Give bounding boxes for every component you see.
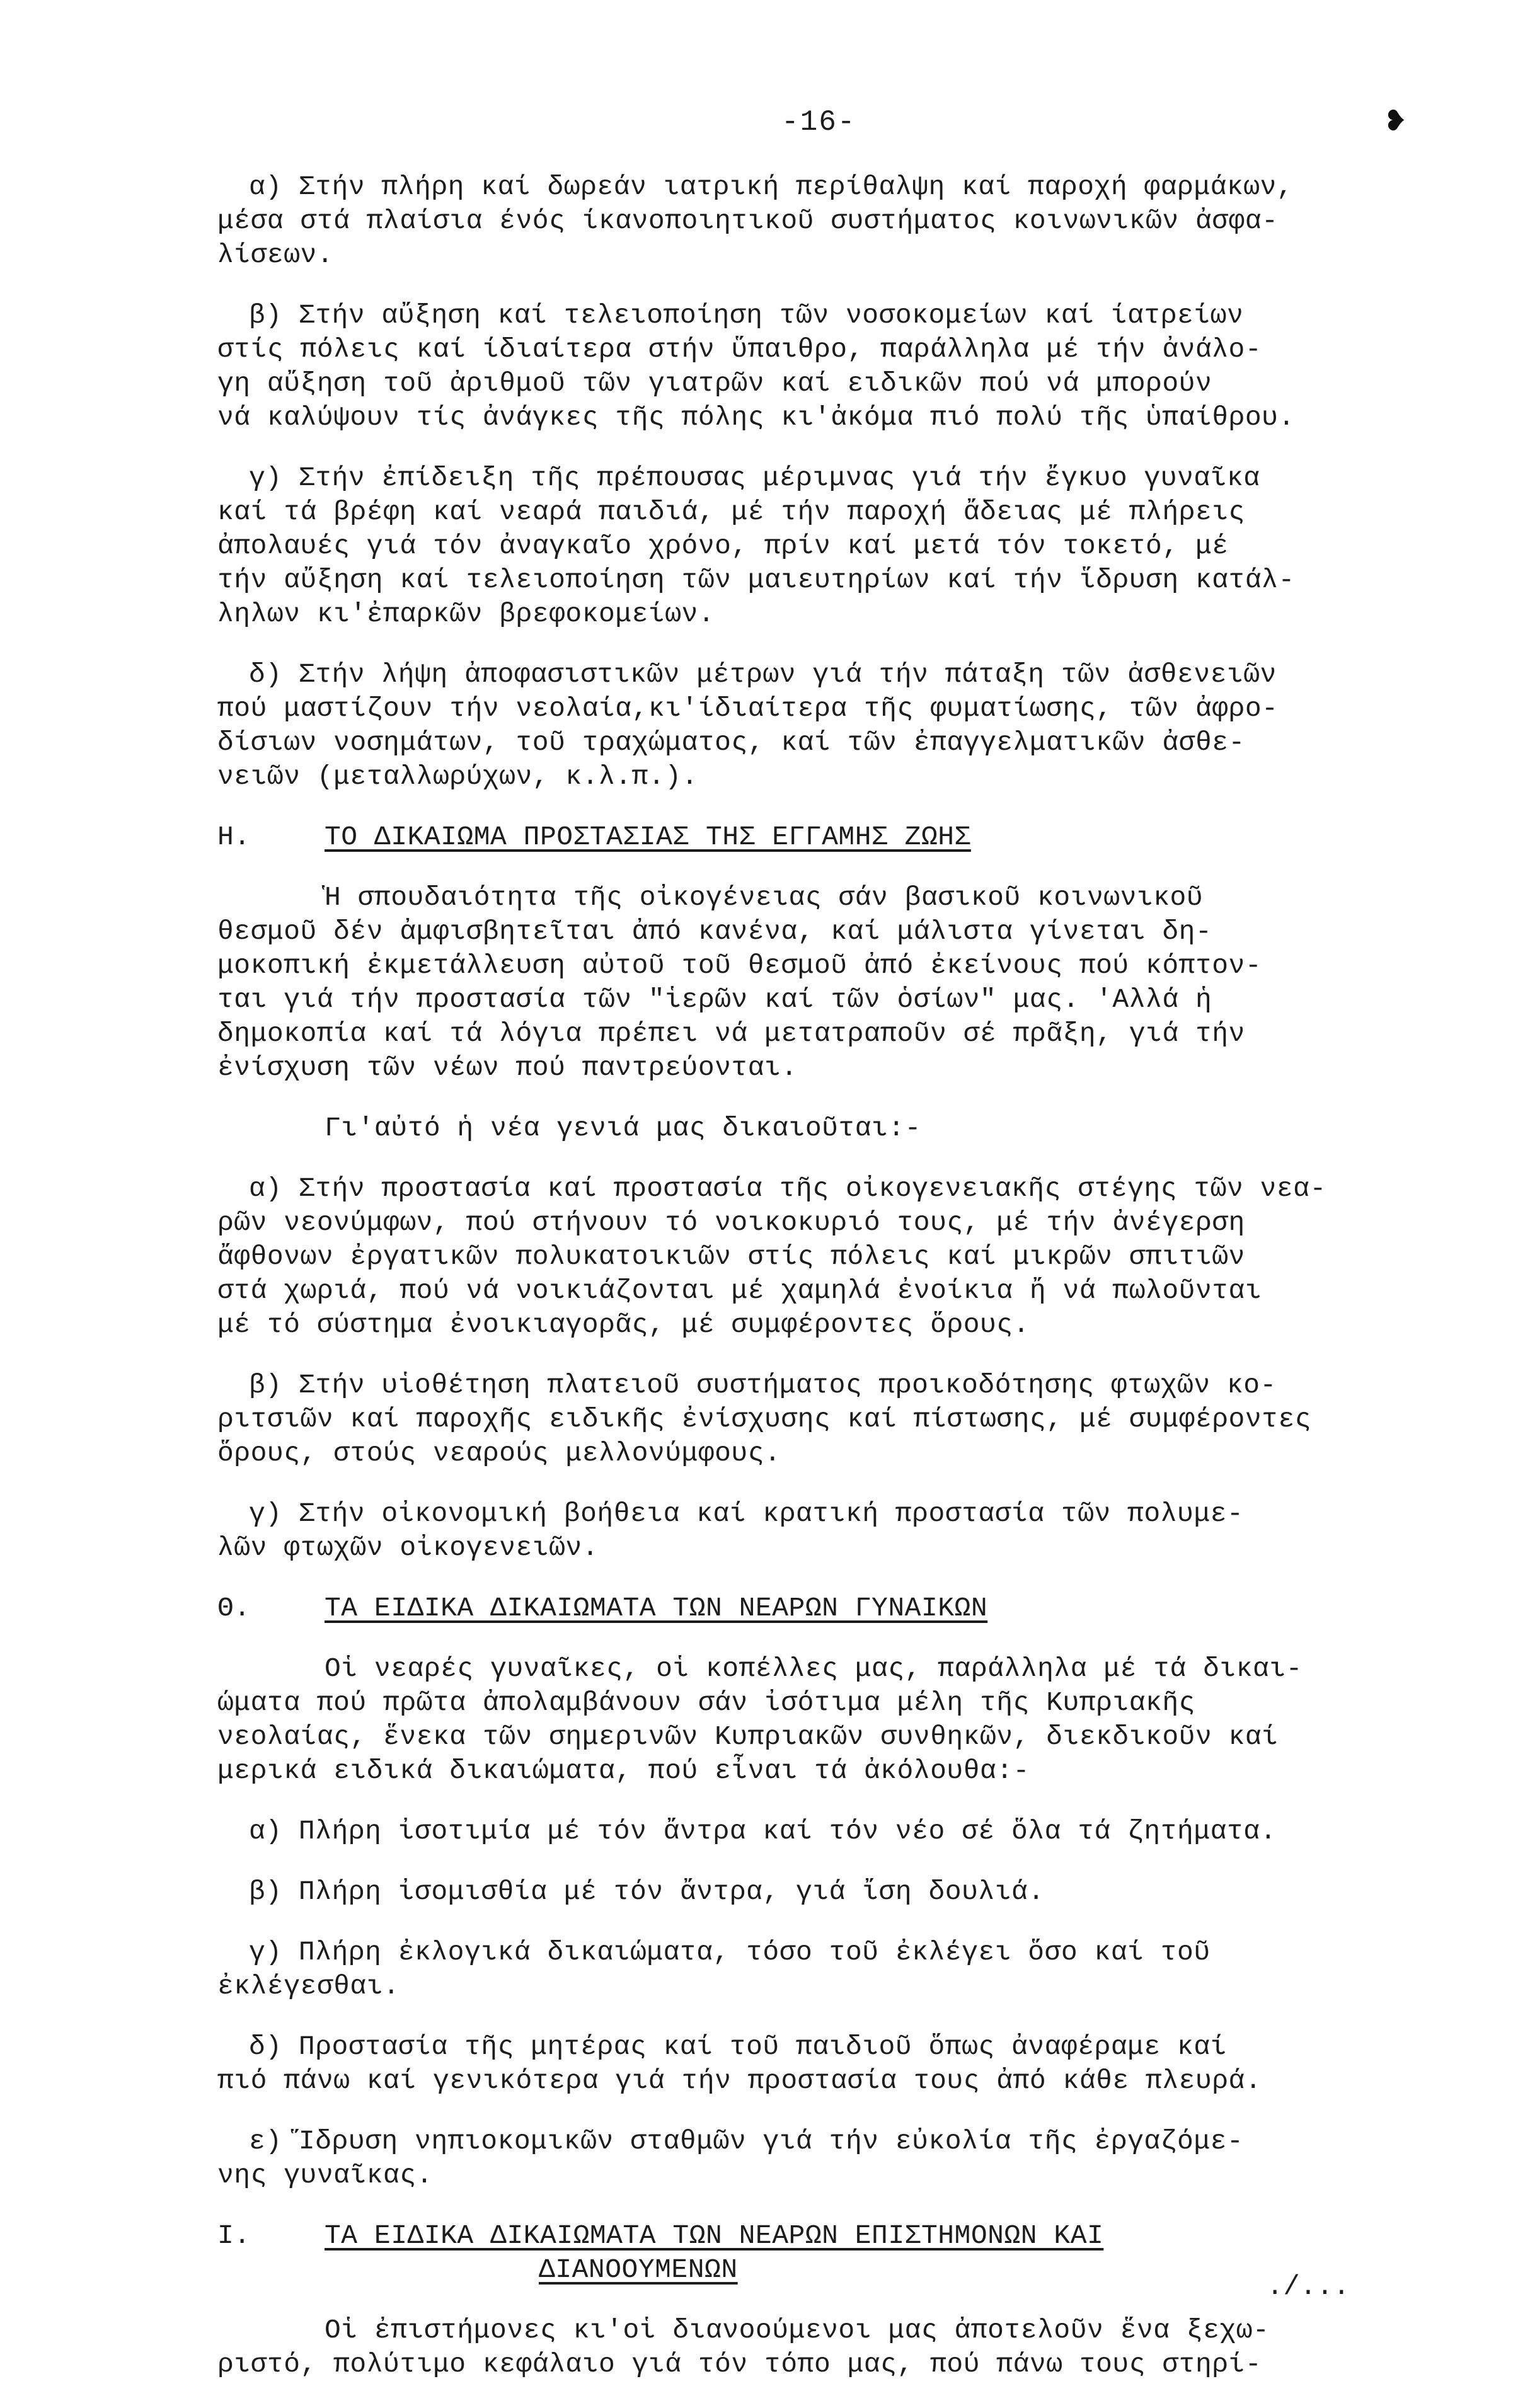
text-line: β) Στήν αὔξηση καί τελειοποίηση τῶν νοσοκομείων καί ίατρείων (249, 300, 1244, 331)
section-title-continued: ΔΙΑΝΟΟΥΜΕΝΩΝ (539, 2254, 738, 2285)
text-line: ἐκλέγεσθαι. (217, 1971, 400, 2002)
text-line: ώματα πού πρῶτα ἀπολαμβάνουν σάν ἰσότιμα μέλη τῆς Κυπριακῆς (217, 1687, 1195, 1718)
text-line: δίσιων νοσημάτων, τοῦ τραχώματος, καί τῶν ἐπαγγελματικῶν ἀσθε- (217, 727, 1245, 758)
section-title: ΤΟ ΔΙΚΑΙΩΜΑ ΠΡΟΣΤΑΣΙΑΣ ΤΗΣ ΕΓΓΑΜΗΣ ΖΩΗΣ (325, 822, 971, 852)
list-item (217, 1875, 1475, 1909)
section-number: Ι. (217, 2220, 251, 2251)
text-line: ται γιά τήν προστασία τῶν "ἱερῶν καί τῶν ὁσίων" μας. 'Αλλά ἡ (217, 984, 1212, 1015)
text-line: α) Στήν πλήρη καί δωρεάν ιατρική περίθαλψη καί παροχή φαρμάκων, (249, 171, 1294, 202)
text-line: λίσεων. (217, 239, 334, 270)
section-title: ΤΑ ΕΙΔΙΚΑ ΔΙΚΑΙΩΜΑΤΑ ΤΩΝ ΝΕΑΡΩΝ ΓΥΝΑΙΚΩΝ (325, 1593, 988, 1624)
section-items (217, 1815, 1475, 2193)
text-line: μέσα στά πλαίσια ένός ίκανοποιητικοῦ συστήματος κοινωνικῶν ἀσφα- (217, 205, 1279, 236)
list-item (217, 1497, 1475, 1565)
text-line: νά καλύψουν τίς ἀνάγκες τῆς πόλης κι'ἀκόμα πιό πολύ τῆς ὑπαίθρου. (217, 402, 1295, 433)
text-line: α) Στήν προστασία καί προστασία τῆς οἰκογενειακῆς στέγης τῶν νεα- (249, 1173, 1326, 1204)
list-item (217, 1368, 1475, 1471)
section-title: ΤΑ ΕΙΔΙΚΑ ΔΙΚΑΙΩΜΑΤΑ ΤΩΝ ΝΕΑΡΩΝ ΕΠΙΣΤΗΜΟΝΩΝ ΚΑΙ (325, 2220, 1104, 2251)
text-line: λῶν φτωχῶν οἰκογενειῶν. (217, 1532, 599, 1563)
list-item (217, 2124, 1475, 2193)
text-line: α) Πλήρη ἰσοτιμία μέ τόν ἄντρα καί τόν νέο σέ ὅλα τά ζητήματα. (249, 1816, 1277, 1847)
text-line: γ) Στήν ἐπίδειξη τῆς πρέπουσας μέριμνας γιά τήν ἔγκυο γυναῖκα (249, 462, 1260, 493)
text-line: γ) Πλήρη ἐκλογικά δικαιώματα, τόσο τοῦ ἐκλέγει ὅσο καί τοῦ (249, 1937, 1211, 1968)
text-line: στά χωριά, πού νά νοικιάζονται μέ χαμηλά ἐνοίκια ἤ νά πωλοῦνται (217, 1275, 1262, 1306)
corner-mark: ❥ (1386, 103, 1406, 140)
text-line: ὅρους, στούς νεαρούς μελλονύμφους. (217, 1438, 781, 1469)
text-line: δ) Προστασία τῆς μητέρας καί τοῦ παιδιοῦ ὅπως ἀναφέραμε καί (249, 2031, 1227, 2062)
page-number: -16- (781, 106, 856, 139)
text-line: νης γυναῖκας. (217, 2160, 433, 2191)
text-line: δημοκοπία καί τά λόγια πρέπει νά μετατραποῦν σέ πρᾶξη, γιά τήν (217, 1018, 1245, 1049)
list-item (217, 1815, 1475, 1849)
text-line: πού μαστίζουν τήν νεολαία,κι'ίδιαίτερα τῆς φυματίωσης, τῶν ἀφρο- (217, 693, 1279, 724)
text-line: Οἱ νεαρές γυναῖκες, οἱ κοπέλλες μας, παράλληλα μέ τά δικαι- (325, 1653, 1303, 1684)
text-line: στίς πόλεις καί ίδιαίτερα στήν ὕπαιθρο, παράλληλα μέ τήν ἀνάλο- (217, 334, 1262, 365)
section-lead (217, 1111, 1475, 1145)
text-line: πιό πάνω καί γενικότερα γιά τήν προστασία τους ἀπό κάθε πλευρά. (217, 2065, 1262, 2096)
text-line: ριστό, πολύτιμο κεφάλαιο γιά τόν τόπο μας, πού πάνω τους στηρί- (217, 2349, 1262, 2380)
text-line: ἄφθονων ἐργατικῶν πολυκατοικιῶν στίς πόλεις καί μικρῶν σπιτιῶν (217, 1241, 1245, 1272)
text-line: Ἡ σπουδαιότητα τῆς οἰκογένειας σάν βασικοῦ κοινωνικοῦ (325, 882, 1204, 913)
text-line: ἀπολαυές γιά τόν ἀναγκαῖο χρόνο, πρίν καί μετά τόν τοκετό, μέ (217, 530, 1229, 561)
section-number: Θ. (217, 1593, 251, 1624)
text-line: γη αὔξηση τοῦ ἀριθμοῦ τῶν γιατρῶν καί ειδικῶν πού νά μπορούν (217, 368, 1212, 399)
text-line: νειῶν (μεταλλωρύχων, κ.λ.π.). (217, 761, 698, 792)
text-line: Οἱ ἐπιστήμονες κι'οἱ διανοούμενοι μας ἀποτελοῦν ἕνα ξεχω- (325, 2315, 1270, 2346)
text-line: β) Στήν υἱοθέτηση πλατειοῦ συστήματος προικοδότησης φτωχῶν κο- (249, 1370, 1277, 1401)
text-line: νεολαίας, ἕνεκα τῶν σημερινῶν Κυπριακῶν συνθηκῶν, διεκδικοῦν καί (217, 1721, 1279, 1752)
text-line: ἐνίσχυση τῶν νέων πού παντρεύονται. (217, 1052, 798, 1083)
text-line: ρῶν νεονύμφων, πού στήνουν τό νοικοκυριό τους, μέ τήν ἀνέγερση (217, 1207, 1245, 1238)
text-line: τήν αὔξηση καί τελειοποίηση τῶν μαιευτηρίων καί τήν ἵδρυση κατάλ- (217, 565, 1295, 595)
text-line: μέ τό σύστημα ἐνοικιαγορᾶς, μέ συμφέροντες ὅρους. (217, 1309, 1030, 1340)
list-item (217, 2030, 1475, 2098)
section-items (217, 1172, 1475, 1565)
text-line: ε) Ἵδρυση νηπιοκομικῶν σταθμῶν γιά τήν εὐκολία τῆς ἐργαζόμε- (249, 2126, 1244, 2157)
section-heading-th (217, 1591, 1475, 1625)
section-intro (217, 881, 1475, 1085)
text-line: β) Πλήρη ἰσομισθία μέ τόν ἄντρα, γιά ἴση δουλιά. (249, 1876, 1045, 1907)
list-item (217, 1172, 1475, 1342)
text-line: θεσμοῦ δέν ἀμφισβητεῖται ἀπό κανένα, καί μάλιστα γίνεται δη- (217, 916, 1212, 947)
section-number: Η. (217, 822, 251, 852)
section-heading-h (217, 820, 1475, 854)
list-item (217, 299, 1475, 435)
text-line: μοκοπική ἐκμετάλλευση αὐτοῦ τοῦ θεσμοῦ ἀπό ἐκείνους πού κόπτον- (217, 950, 1262, 981)
health-items (217, 170, 1475, 794)
lead-line: Γι'αὐτό ἡ νέα γενιά μας δικαιοῦται:- (325, 1113, 921, 1144)
section-intro (217, 2313, 1475, 2382)
list-item (217, 658, 1475, 794)
list-item (217, 461, 1475, 631)
text-line: ληλων κι'ἐπαρκῶν βρεφοκομείων. (217, 599, 715, 629)
text-line: γ) Στήν οἰκονομική βοήθεια καί κρατική προστασία τῶν πολυμε- (249, 1498, 1244, 1529)
continuation-mark: ./... (1267, 2271, 1350, 2303)
text-line: δ) Στήν λήψη ἀποφασιστικῶν μέτρων γιά τήν πάταξη τῶν ἀσθενειῶν (249, 659, 1277, 690)
document-body (217, 170, 1475, 2408)
text-line: ριτσιῶν καί παροχῆς ειδικῆς ἐνίσχυσης καί πίστωσης, μέ συμφέροντες (217, 1404, 1312, 1435)
list-item (217, 170, 1475, 272)
section-intro (217, 1652, 1475, 1788)
text-line: καί τά βρέφη καί νεαρά παιδιά, μέ τήν παροχή ἄδειας μέ πλήρεις (217, 496, 1245, 527)
list-item (217, 1935, 1475, 2004)
text-line: μερικά ειδικά δικαιώματα, πού εἶναι τά ἀκόλουθα:- (217, 1755, 1030, 1786)
